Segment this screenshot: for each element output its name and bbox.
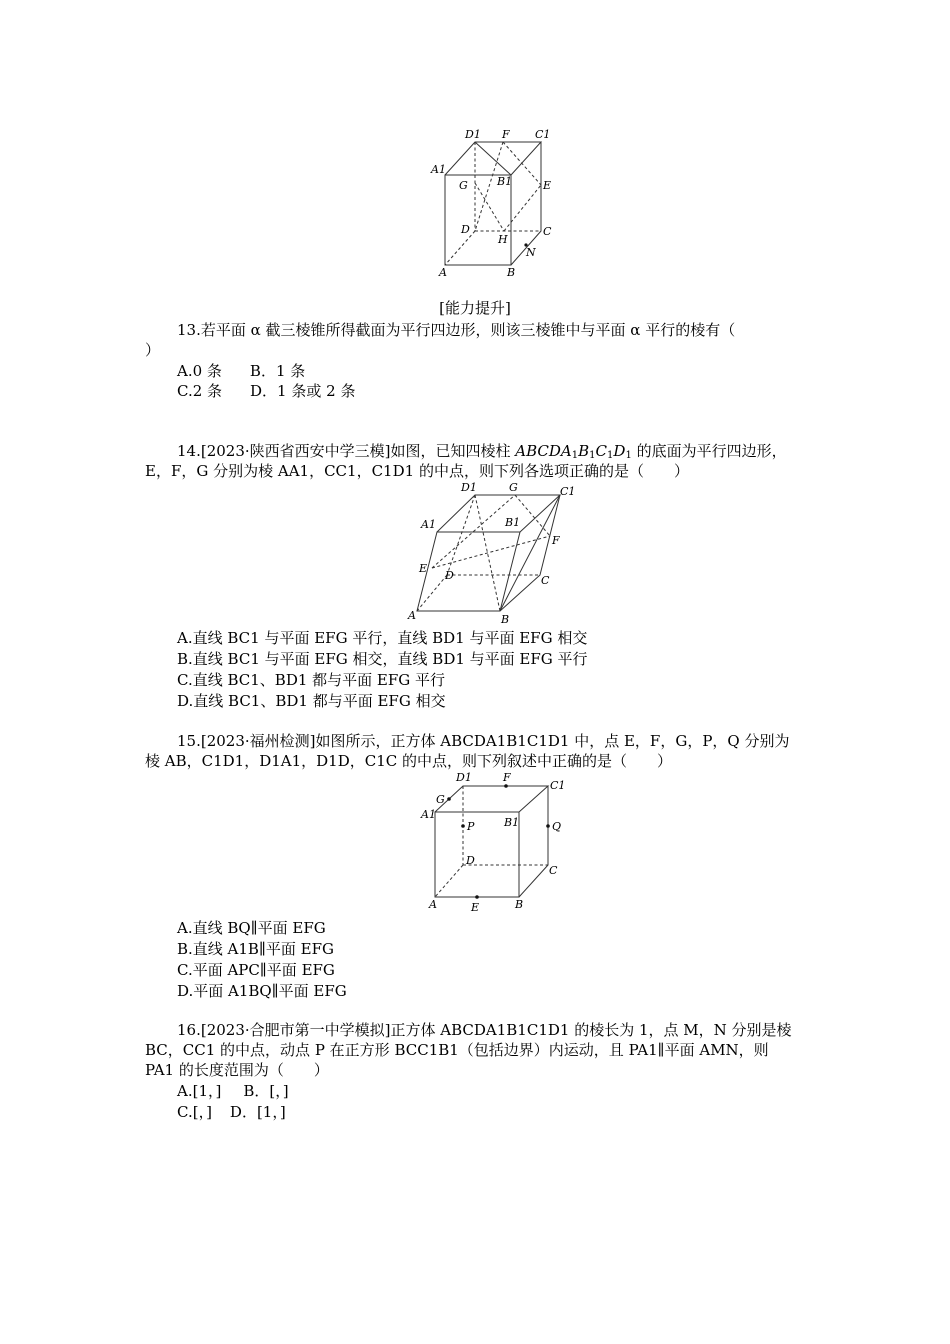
q16-stem-line1: 16.[2023·合肥市第一中学模拟]正方体 ABCDA1B1C1D1 的棱长为 1，点 M，N 分别是棱: [177, 1021, 792, 1039]
label-d1: D1: [465, 128, 481, 141]
q16-options-row1: [177, 1081, 289, 1101]
front-face: [417, 532, 520, 611]
label-d: D: [445, 569, 454, 582]
line-gf: [515, 495, 550, 536]
q16-option-d[interactable]: D．[1，]: [229, 1103, 286, 1121]
q16-stem-line3: PA1 的长度范围为（ ）: [145, 1061, 329, 1079]
point-g: [447, 797, 451, 801]
q15-option-b[interactable]: B.直线 A1B∥平面 EFG: [177, 940, 334, 958]
section-title: [能力提升]: [439, 299, 511, 317]
point-e: [475, 895, 479, 899]
figure-prism-q14: [405, 478, 580, 628]
q16-stem-line2: BC，CC1 的中点，动点 P 在正方形 BCC1B1（包括边界）内运动，且 PA1∥平面 AMN，则: [145, 1041, 769, 1059]
label-a1: A1: [421, 518, 436, 531]
label-d: D: [466, 854, 475, 867]
label-a: A: [429, 898, 437, 911]
label-e: E: [471, 901, 480, 914]
q16-option-a[interactable]: A.[1，]: [177, 1082, 222, 1100]
edge-da: [445, 231, 475, 265]
q13-option-c[interactable]: C.2 条: [177, 382, 223, 400]
figure-cuboid-1: [425, 125, 560, 280]
label-g: G: [459, 179, 468, 192]
label-q: Q: [552, 820, 562, 833]
label-e: E: [419, 562, 428, 575]
figure-cube-q15: [418, 768, 573, 920]
q13-option-d[interactable]: D．1 条或 2 条: [250, 382, 356, 400]
top-face: [435, 786, 548, 812]
q13-stem-line2: ）: [145, 341, 161, 359]
label-d1: D1: [461, 481, 477, 494]
label-g: G: [509, 481, 518, 494]
q13-options-row1: [177, 361, 305, 381]
label-a: A: [408, 609, 416, 622]
q14-option-a[interactable]: A.直线 BC1 与平面 EFG 平行，直线 BD1 与平面 EFG 相交: [177, 629, 588, 647]
edge-dd1: [447, 495, 475, 575]
section-line-3: [475, 183, 504, 231]
label-a1: A1: [431, 163, 446, 176]
q13-stem-line1: 13.若平面 α 截三棱锥所得截面为平行四边形，则该三棱锥中与平面 α 平行的棱有（: [177, 321, 736, 339]
q16-option-c[interactable]: C.[，]: [177, 1103, 212, 1121]
label-c1: C1: [550, 779, 566, 792]
q15-option-a[interactable]: A.直线 BQ∥平面 EFG: [177, 919, 326, 937]
q15-stem-line1: 15.[2023·福州检测]如图所示，正方体 ABCDA1B1C1D1 中，点 E，F，G，P，Q 分别为: [177, 732, 790, 750]
label-f: F: [502, 128, 510, 141]
label-d: D: [461, 223, 470, 236]
label-c: C: [549, 864, 558, 877]
point-q: [546, 824, 550, 828]
q16-options-row2: [177, 1102, 286, 1122]
label-p: P: [467, 820, 475, 833]
label-f: F: [552, 534, 560, 547]
label-c: C: [541, 574, 550, 587]
edge-da: [435, 865, 463, 897]
label-d1: D1: [456, 771, 472, 784]
label-b: B: [515, 898, 524, 911]
right-edges: [519, 786, 548, 897]
label-f: F: [503, 771, 511, 784]
label-b1: B1: [497, 175, 513, 188]
point-f: [504, 784, 508, 788]
top-diagonal: [475, 142, 511, 175]
q14-stem-line1: 14.[2023·陕西省西安中学三模]如图，已知四棱柱 $ABCDA_1B_1C_1D_1$ 的底面为平行四边形，: [177, 442, 787, 461]
q14-option-c[interactable]: C.直线 BC1、BD1 都与平面 EFG 平行: [177, 671, 446, 689]
label-e: E: [543, 179, 552, 192]
label-b1: B1: [504, 816, 520, 829]
q14-option-b[interactable]: B.直线 BC1 与平面 EFG 相交，直线 BD1 与平面 EFG 平行: [177, 650, 588, 668]
label-b: B: [507, 266, 516, 279]
q15-stem-line2: 棱 AB，C1D1，D1A1，D1D，C1C 的中点，则下列叙述中正确的是（ ）: [145, 752, 673, 770]
label-a1: A1: [421, 808, 436, 821]
q14-option-d[interactable]: D.直线 BC1、BD1 都与平面 EFG 相交: [177, 692, 446, 710]
q16-option-b[interactable]: B．[，]: [243, 1082, 289, 1100]
label-a: A: [439, 266, 447, 279]
label-c1: C1: [560, 485, 576, 498]
point-p: [461, 824, 465, 828]
q13-option-a[interactable]: A.0 条: [177, 362, 222, 380]
label-g: G: [436, 793, 445, 806]
q14-stem-line2: E，F，G 分别为棱 AA1，CC1，C1D1 的中点，则下列各选项正确的是（ ）: [145, 462, 689, 480]
label-c1: C1: [535, 128, 551, 141]
label-h: H: [498, 233, 508, 246]
q13-options-row2: [177, 381, 355, 401]
q15-option-c[interactable]: C.平面 APC∥平面 EFG: [177, 961, 335, 979]
q13-option-b[interactable]: B．1 条: [249, 362, 306, 380]
q15-option-d[interactable]: D.平面 A1BQ∥平面 EFG: [177, 982, 347, 1000]
label-b1: B1: [505, 516, 521, 529]
section-line-4: [504, 185, 541, 231]
label-c: C: [543, 225, 552, 238]
label-b: B: [501, 613, 510, 626]
label-n: N: [526, 246, 536, 259]
